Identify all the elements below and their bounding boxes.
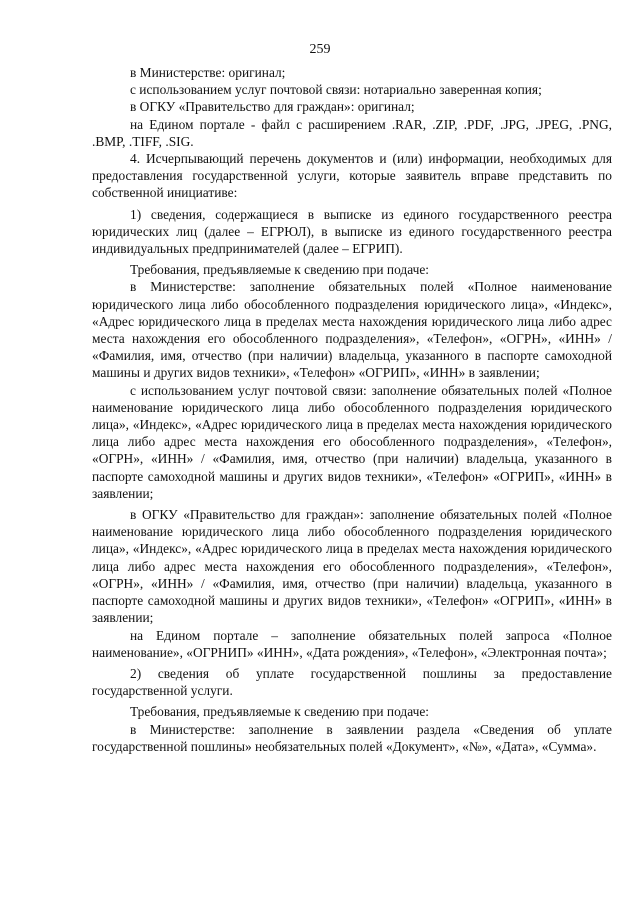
document-body bbox=[92, 64, 612, 755]
paragraph-ministry-original: в Министерстве: оригинал; bbox=[130, 65, 286, 80]
paragraph-ogku-fields: в ОГКУ «Правительство для граждан»: заполнение обязательных полей «Полное наименование юридического лица либо обособленного подразделения юридического лица», «Индекс», «Адрес юридического лица в пределах места нахождения юридического лица либо адрес места нахождения его обособленного подразделения», «Телефон», «ОГРН», «ИНН» / «Фамилия, имя, отчество (при наличии) владельца, указанного в паспорте самоходной машины и других видов техники», «Телефон» «ОГРИП», «ИНН» в заявлении; bbox=[92, 507, 612, 626]
paragraph-requirements-heading-2: Требования, предъявляемые к сведению при подаче: bbox=[130, 704, 430, 720]
paragraph-portal-file-types: на Едином портале - файл с расширением .RAR, .ZIP, .PDF, .JPG, .JPEG, .PNG, .BMP, .TIFF, .SIG. bbox=[92, 116, 612, 149]
paragraph-item-4-heading: 4. Исчерпывающий перечень документов и (или) информации, необходимых для предоставления государственной услуги, которые заявитель вправе представить по собственной инициативе: bbox=[92, 151, 612, 201]
paragraph-item-2-duty: 2) сведения об уплате государственной пошлины за предоставление государственной услуги. bbox=[92, 665, 612, 699]
paragraph-ministry-duty-fields: в Министерстве: заполнение в заявлении раздела «Сведения об уплате государственной пошлины» необязательных полей «Документ», «№», «Дата», «Сумма». bbox=[92, 721, 612, 754]
paragraph-ministry-fields: в Министерстве: заполнение обязательных полей «Полное наименование юридического лица либо обособленного подразделения юридического лица», «Индекс», «Адрес юридического лица в пределах места нахождения юридического лица либо адрес места нахождения его обособленного подразделения», «Телефон», «ОГРН», «ИНН» / «Фамилия, имя, отчество (при наличии) владельца, указанного в паспорте самоходной машины и других видов техники», «Телефон» «ОГРИП», «ИНН» в заявлении; bbox=[92, 279, 612, 381]
paragraph-item-1-egrul: 1) сведения, содержащиеся в выписке из единого государственного реестра юридических лиц (далее – ЕГРЮЛ), в выписке из единого государственного реестра индивидуальных предпринимателей (далее – ЕГРИП). bbox=[92, 206, 612, 257]
paragraph-portal-fields: на Едином портале – заполнение обязательных полей запроса «Полное наименование», «ОГРНИП» «ИНН», «Дата рождения», «Телефон», «Электронная почта»; bbox=[92, 627, 612, 660]
paragraph-postal-copy: с использованием услуг почтовой связи: нотариально заверенная копия; bbox=[130, 82, 542, 98]
page-number: 259 bbox=[309, 42, 331, 57]
paragraph-ogku-original: в ОГКУ «Правительство для граждан»: оригинал; bbox=[130, 99, 415, 115]
paragraph-postal-fields: с использованием услуг почтовой связи: заполнение обязательных полей «Полное наименование юридического лица либо обособленного подразделения юридического лица», «Индекс», «Адрес юридического лица в пределах места нахождения юридического лица либо адрес места нахождения его обособленного подразделения», «Телефон», «ОГРН», «ИНН» / «Фамилия, имя, отчество (при наличии) владельца, указанного в паспорте самоходной машины и других видов техники», «Телефон» «ОГРИП», «ИНН» в заявлении; bbox=[92, 382, 612, 501]
paragraph-requirements-heading-1: Требования, предъявляемые к сведению при подаче: bbox=[130, 262, 430, 278]
